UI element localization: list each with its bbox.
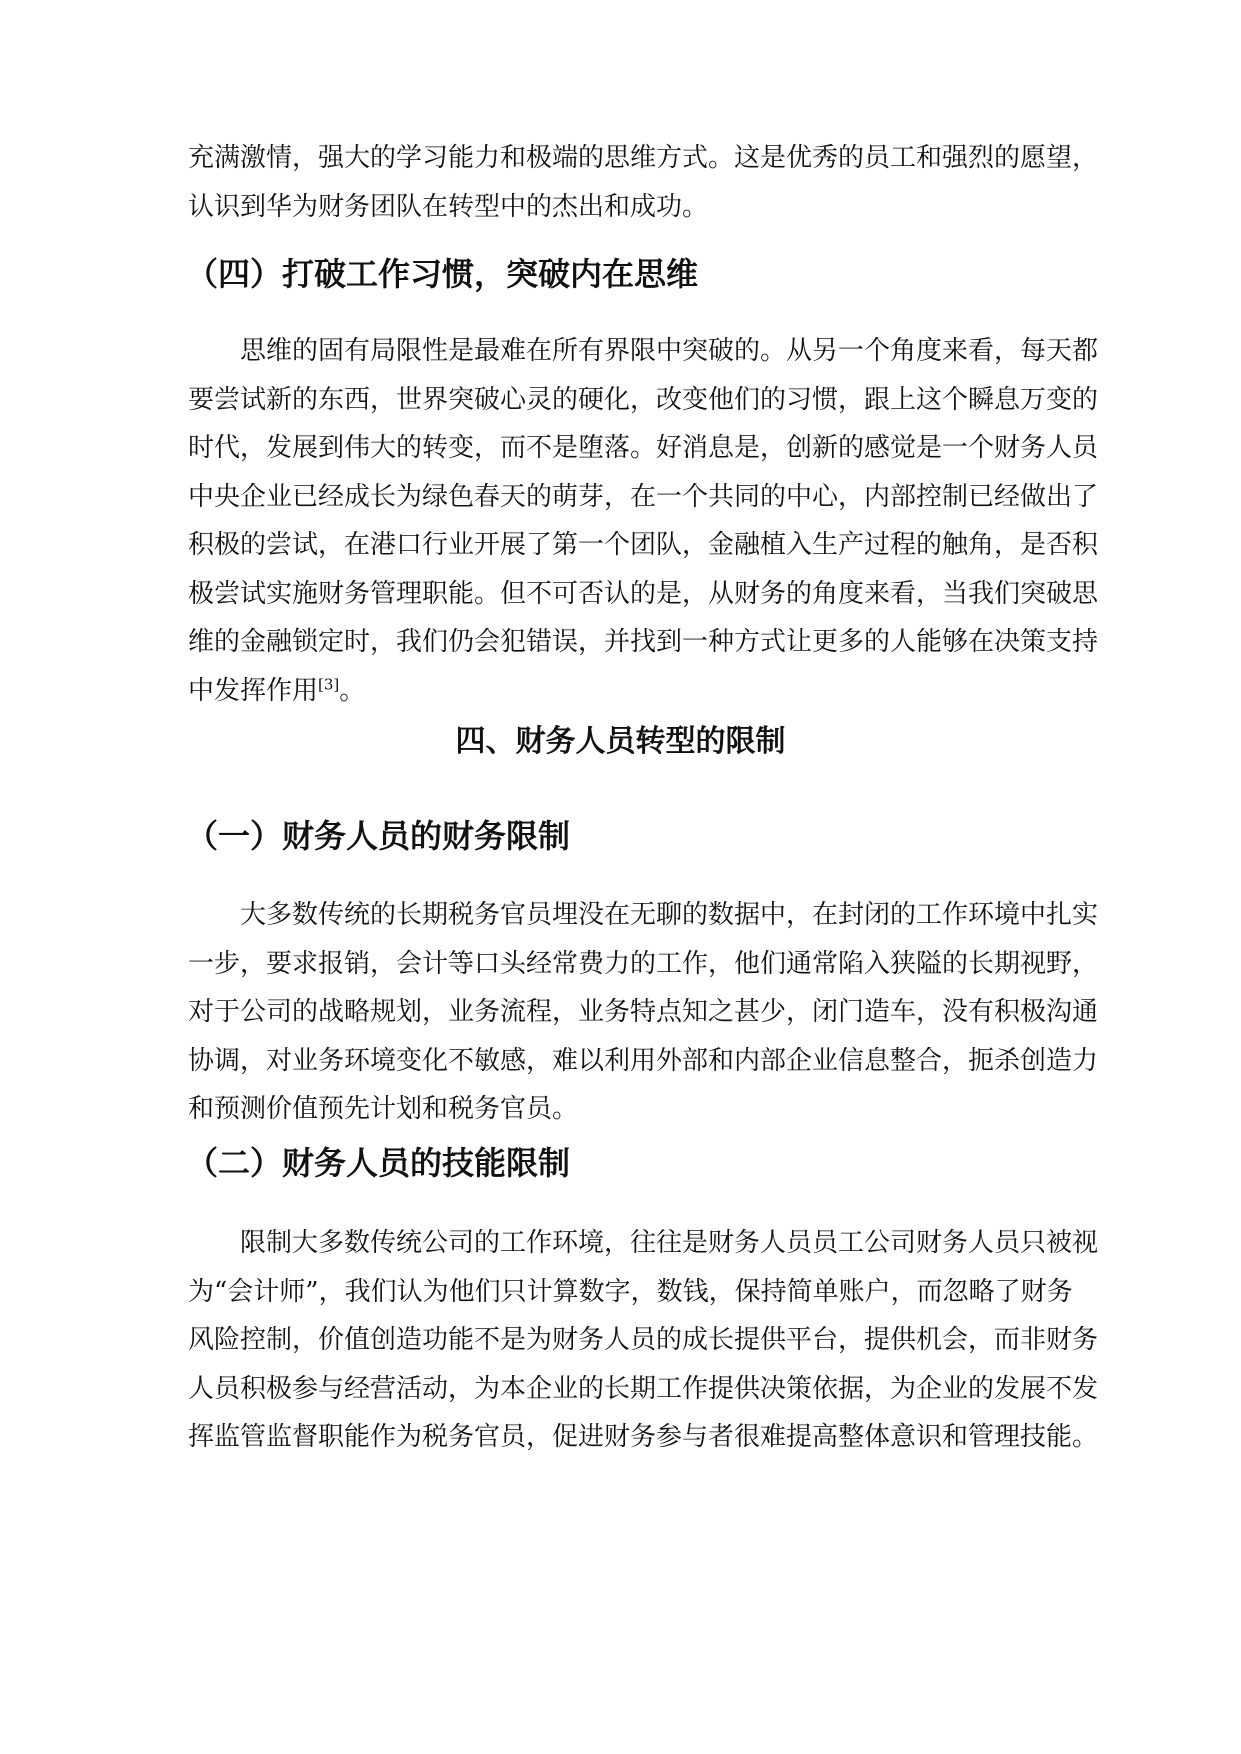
text-line: 一步，要求报销，会计等口头经常费力的工作，他们通常陷入狭隘的长期视野，: [188, 948, 1099, 979]
text-line: 大多数传统的长期税务官员埋没在无聊的数据中，在封闭的工作环境中扎实: [240, 900, 1099, 930]
text-line-content: 中发挥作用: [188, 675, 319, 706]
text-line: 和预测价值预先计划和税务官员。: [188, 1094, 579, 1124]
text-line: 为“会计师”，我们认为他们只计算数字，数钱，保持简单账户，而忽略了财务: [188, 1276, 1073, 1307]
section-heading-2: （二）财务人员的技能限制: [186, 1144, 571, 1182]
text-line: 极尝试实施财务管理职能。但不可否认的是，从财务的角度来看，当我们突破思: [188, 578, 1099, 609]
text-line: 要尝试新的东西，世界突破心灵的硬化，改变他们的习惯，跟上这个瞬息万变的: [188, 384, 1099, 415]
text-line: 时代，发展到伟大的转变，而不是堕落。好消息是，创新的感觉是一个财务人员: [188, 433, 1099, 463]
text-line: 人员积极参与经营活动，为本企业的长期工作提供决策依据，为企业的发展不发: [188, 1373, 1099, 1404]
text-line: 限制大多数传统公司的工作环境，往往是财务人员员工公司财务人员只被视: [240, 1228, 1099, 1258]
chapter-heading: 四、财务人员转型的限制: [455, 724, 786, 759]
text-line: 认识到华为财务团队在转型中的杰出和成功。: [188, 191, 709, 222]
citation-marker: [3]: [318, 674, 340, 693]
text-line: 维的金融锁定时，我们仍会犯错误，并找到一种方式让更多的人能够在决策支持: [188, 627, 1099, 657]
section-heading-4: （四）打破工作习惯，突破内在思维: [186, 255, 699, 293]
text-line: 思维的固有局限性是最难在所有界限中突破的。从另一个角度来看，每天都: [240, 336, 1099, 366]
text-line: 风险控制，价值创造功能不是为财务人员的成长提供平台，提供机会，而非财务: [188, 1325, 1099, 1355]
paragraph-skill-limits: [188, 1219, 1099, 1462]
end-punctuation: 。: [339, 675, 366, 706]
text-line: 中央企业已经成长为绿色春天的萌芽，在一个共同的中心，内部控制已经做出了: [188, 481, 1099, 512]
text-line-final: [188, 667, 1064, 716]
paragraph-financial-limits: [188, 891, 1099, 1134]
text-line: 积极的尝试，在港口行业开展了第一个团队，金融植入生产过程的触角，是否积: [188, 530, 1099, 560]
text-line: 充满激情，强大的学习能力和极端的思维方式。这是优秀的员工和强烈的愿望，: [188, 143, 1099, 173]
text-line: 挥监管监督职能作为税务官员，促进财务参与者很难提高整体意识和管理技能。: [188, 1422, 1099, 1452]
paragraph-thinking: [188, 327, 1099, 715]
section-heading-1: （一）财务人员的财务限制: [186, 817, 571, 855]
text-line: 对于公司的战略规划，业务流程，业务特点知之甚少，闭门造车，没有积极沟通: [188, 997, 1099, 1027]
text-line: 协调，对业务环境变化不敏感，难以利用外部和内部企业信息整合，扼杀创造力: [188, 1045, 1099, 1076]
paragraph-continuation: [188, 134, 1099, 231]
